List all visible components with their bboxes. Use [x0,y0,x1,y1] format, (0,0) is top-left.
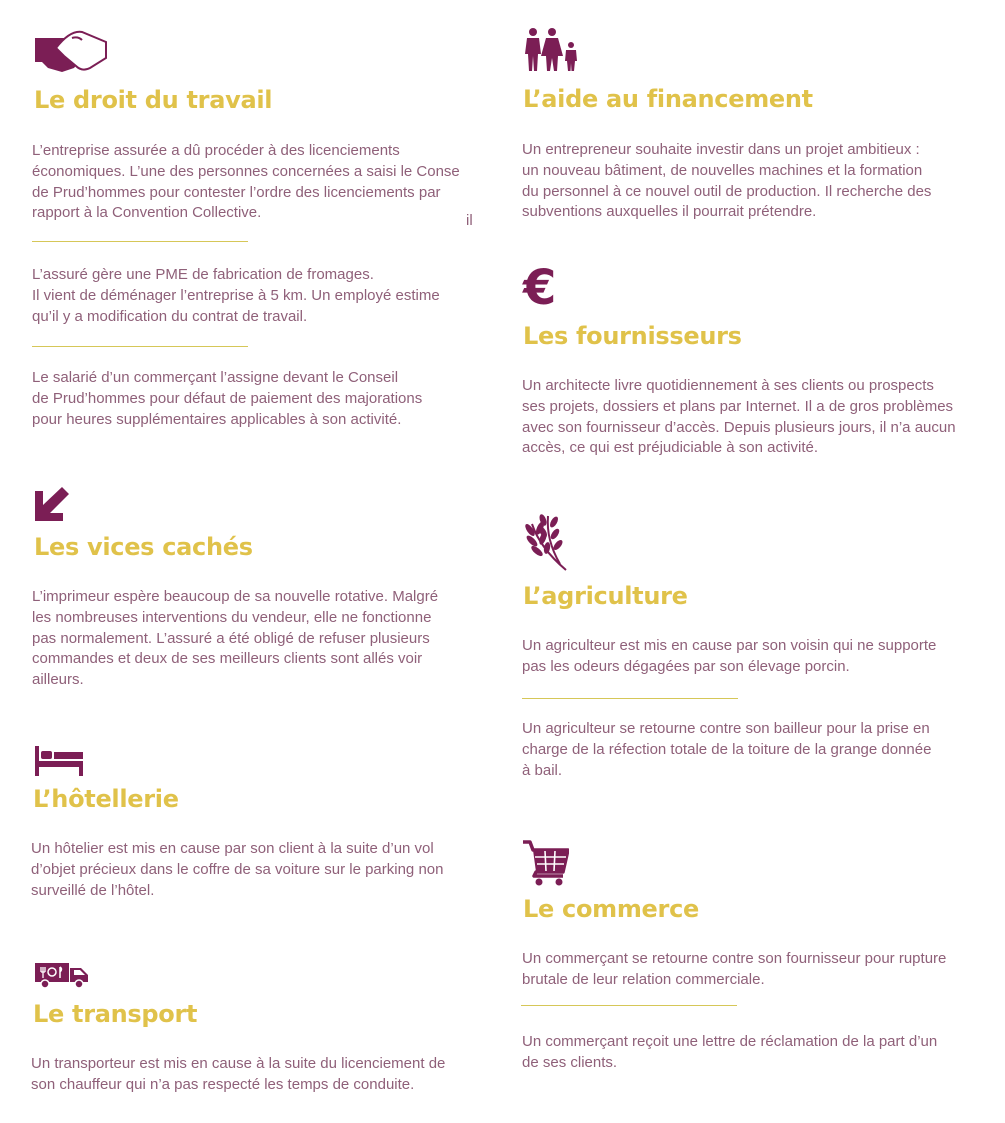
wheat-icon [524,514,568,572]
section-title-travail: Le droit du travail [34,86,273,114]
paragraph-travail-3: Le salarié d’un commerçant l’assigne devant le Conseil de Prud’hommes pour défaut de paiement des majorations pour heures supplémentaires applicables à son activité. [32,369,423,428]
paragraph-commerce-1: Un commerçant se retourne contre son fournisseur pour rupture brutale de leur relation commerciale. [522,950,947,988]
paragraph-hotellerie-1: Un hôtelier est mis en cause par son client à la suite d’un vol d’objet précieux dans le coffre de sa voiture sur le parking non surveillé de l’hôtel. [31,840,444,899]
paragraph-travail-1: L’entreprise assurée a dû procéder à des licenciements économiques. L’une des personnes concernées a saisi le Conse de Prud’hommes pour contester l’ordre des licenciements par rapport à la Convention Collective. [32,142,460,222]
paragraph-financement-1: Un entrepreneur souhaite investir dans un projet ambitieux : un nouveau bâtiment, de nouvelles machines et la formation du personnel à ce nouvel outil de production. Il recherche des subventions auxquelles il pourrait prétendre. [522,141,932,221]
section-title-hotellerie: L’hôtellerie [33,785,179,813]
family-icon [523,28,579,72]
food-truck-icon [35,960,89,990]
euro-icon: € [523,260,557,316]
section-title-financement: L’aide au financement [523,85,813,113]
section-title-fournisseurs: Les fournisseurs [523,322,742,350]
shopping-cart-icon [523,840,569,886]
divider [32,241,248,242]
handshake-icon [34,28,108,72]
paragraph-fournisseurs-1: Un architecte livre quotidiennement à ses clients ou prospects ses projets, dossiers et plans par Internet. Il a de gros problèmes avec son fournisseur d’accès. Depuis plusieurs jours, il n’a aucun accès, ce qui est préjudiciable à son activité. [522,377,956,457]
paragraph-agriculture-2: Un agriculteur se retourne contre son bailleur pour la prise en charge de la réfection totale de la toiture de la grange donnée à bail. [522,720,932,779]
section-title-agriculture: L’agriculture [523,582,688,610]
divider [521,1005,737,1006]
arrow-down-left-icon [35,487,71,523]
paragraph-commerce-2: Un commerçant reçoit une lettre de réclamation de la part d’un de ses clients. [522,1033,938,1071]
section-title-commerce: Le commerce [523,895,699,923]
bed-icon [35,746,83,776]
section-title-vices: Les vices cachés [34,533,253,561]
paragraph-travail-2: L’assuré gère une PME de fabrication de fromages. Il vient de déménager l’entreprise à 5 km. Un employé estime qu’il y a modification du contrat de travail. [32,266,440,325]
paragraph-vices-1: L’imprimeur espère beaucoup de sa nouvelle rotative. Malgré les nombreuses interventions du vendeur, elle ne fonctionne pas normalement. L’assuré a été obligé de refuser plusieurs commandes et deux de ses meilleurs clients sont allés voir ailleurs. [32,588,439,689]
stray-text: il [466,212,473,229]
divider [32,346,248,347]
paragraph-agriculture-1: Un agriculteur est mis en cause par son voisin qui ne supporte pas les odeurs dégagées par son élevage porcin. [522,637,937,675]
divider [522,698,738,699]
section-title-transport: Le transport [33,1000,198,1028]
paragraph-transport-1: Un transporteur est mis en cause à la suite du licenciement de son chauffeur qui n’a pas respecté les temps de conduite. [31,1055,446,1093]
